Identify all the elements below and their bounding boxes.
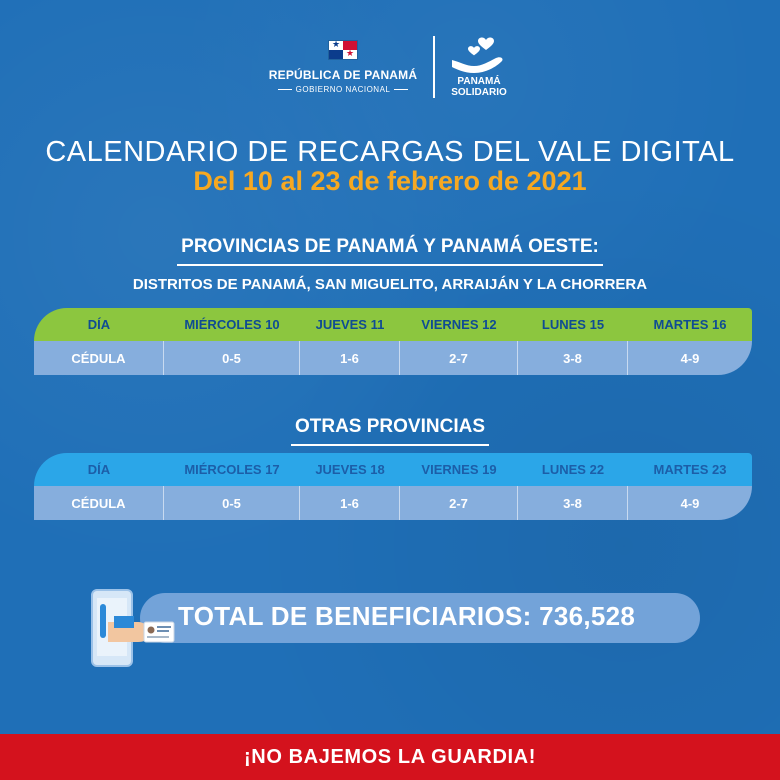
header-cell: DÍA — [87, 462, 111, 477]
row-cell: CÉDULA — [34, 486, 164, 520]
government-name: REPÚBLICA DE PANAMÁ — [268, 68, 418, 82]
header-cell: MIÉRCOLES 10 — [184, 317, 280, 332]
row-cell: 2-7 — [400, 486, 518, 520]
row-cell: 1-6 — [300, 486, 400, 520]
total-beneficiaries: TOTAL DE BENEFICIARIOS: 736,528 — [178, 601, 636, 631]
government-subtitle: GOBIERNO NACIONAL — [268, 85, 418, 94]
header-cell: VIERNES 19 — [421, 462, 497, 477]
row-cell: 4-9 — [680, 495, 700, 511]
header-cell: JUEVES 11 — [315, 317, 385, 332]
row-cell: CÉDULA — [34, 341, 164, 375]
table-row — [34, 486, 752, 520]
phone-card-icon — [88, 588, 178, 668]
page-title: CALENDARIO DE RECARGAS DEL VALE DIGITAL — [45, 136, 735, 168]
panama-solidario-logo — [446, 36, 512, 98]
row-cell: 3-8 — [518, 341, 628, 375]
header-cell: MARTES 16 — [653, 317, 727, 332]
header-logos — [0, 36, 780, 106]
panama-flag-icon — [328, 40, 358, 60]
logo-divider — [433, 36, 435, 98]
table-header-row — [34, 453, 752, 486]
row-cell: 0-5 — [164, 486, 300, 520]
schedule-table-1 — [34, 308, 752, 375]
row-cell: 4-9 — [680, 350, 700, 366]
hands-hearts-icon — [448, 36, 510, 76]
row-cell: 1-6 — [300, 341, 400, 375]
solidario-line-1: PANAMÁ — [457, 76, 501, 87]
row-cell: 3-8 — [518, 486, 628, 520]
header-cell: JUEVES 18 — [315, 462, 385, 477]
government-logo — [268, 40, 418, 94]
header-cell: DÍA — [87, 317, 111, 332]
row-cell: 2-7 — [400, 341, 518, 375]
section-1-title: PROVINCIAS DE PANAMÁ Y PANAMÁ OESTE: — [0, 236, 780, 266]
row-cell: 0-5 — [164, 341, 300, 375]
header-cell: LUNES 15 — [541, 317, 605, 332]
page-subtitle: Del 10 al 23 de febrero de 2021 — [193, 166, 587, 196]
bottom-banner: ¡NO BAJEMOS LA GUARDIA! — [0, 734, 780, 780]
section-1-districts: DISTRITOS DE PANAMÁ, SAN MIGUELITO, ARRAIJÁN Y LA CHORRERA — [132, 276, 648, 293]
header-cell: MIÉRCOLES 17 — [184, 462, 280, 477]
table-header-row — [34, 308, 752, 341]
table-row — [34, 341, 752, 375]
header-cell: MARTES 23 — [653, 462, 727, 477]
header-cell: LUNES 22 — [541, 462, 605, 477]
schedule-table-2 — [34, 453, 752, 520]
section-2-title: OTRAS PROVINCIAS — [0, 416, 780, 446]
header-cell: VIERNES 12 — [421, 317, 497, 332]
solidario-line-2: SOLIDARIO — [451, 87, 507, 98]
